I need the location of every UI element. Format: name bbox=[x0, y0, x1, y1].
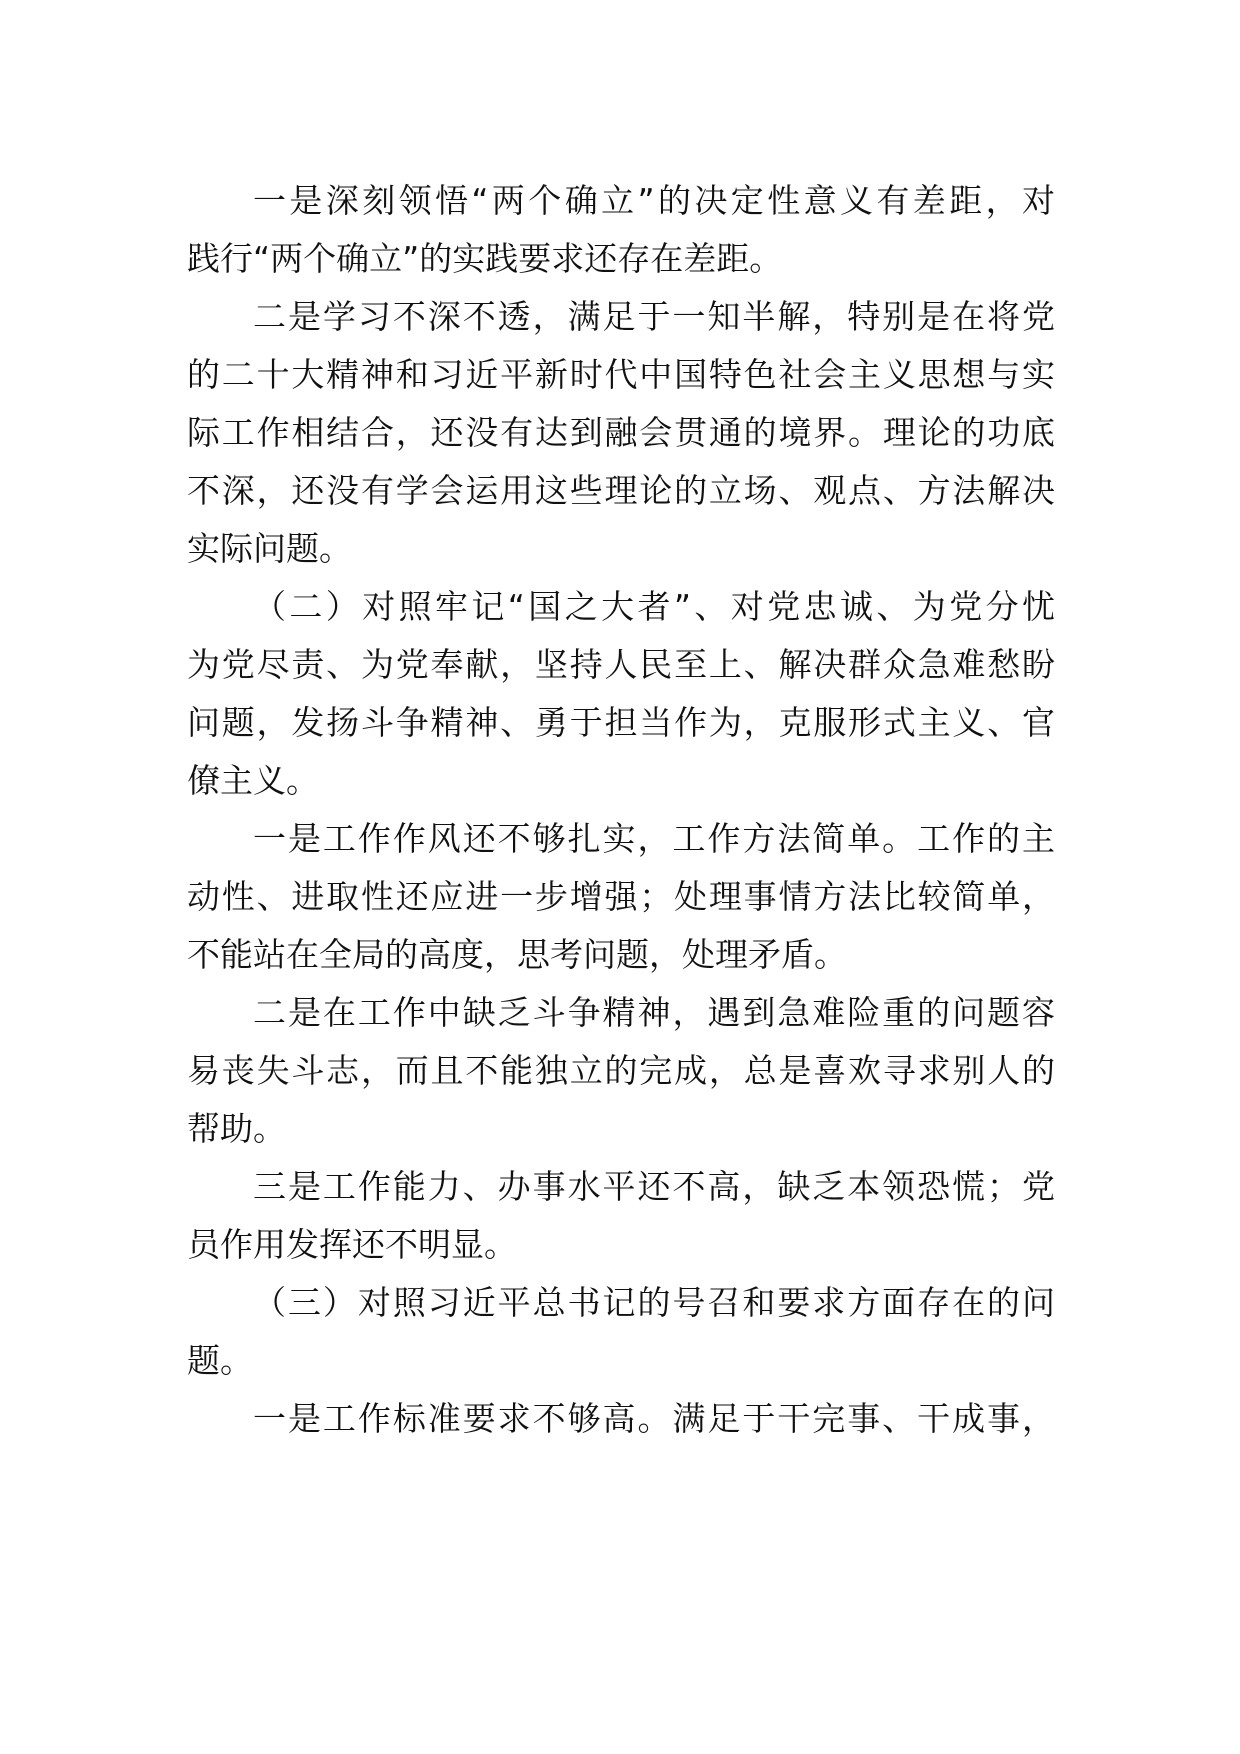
section-heading-line: 问题，发扬斗争精神、勇于担当作为，克服形式主义、官 bbox=[187, 703, 1055, 742]
paragraph-line: 的二十大精神和习近平新时代中国特色社会主义思想与实 bbox=[187, 355, 1055, 394]
section-heading-line: 为党尽责、为党奉献，坚持人民至上、解决群众急难愁盼 bbox=[187, 645, 1055, 684]
section-heading-line: （二）对照牢记“国之大者”、对党忠诚、为党分忧 bbox=[253, 587, 1055, 626]
paragraph-line: 不能站在全局的高度，思考问题，处理矛盾。 bbox=[187, 935, 847, 974]
paragraph-line: 不深，还没有学会运用这些理论的立场、观点、方法解决 bbox=[187, 471, 1055, 510]
section-heading-line: 僚主义。 bbox=[187, 761, 319, 800]
section-heading-line: （三）对照习近平总书记的号召和要求方面存在的问 bbox=[253, 1283, 1055, 1322]
paragraph-line: 一是深刻领悟“两个确立”的决定性意义有差距，对 bbox=[253, 181, 1055, 220]
paragraph-line: 三是工作能力、办事水平还不高，缺乏本领恐慌；党 bbox=[253, 1167, 1055, 1206]
paragraph-line: 一是工作标准要求不够高。满足于干完事、干成事， bbox=[253, 1399, 1055, 1438]
paragraph-line: 际工作相结合，还没有达到融会贯通的境界。理论的功底 bbox=[187, 413, 1055, 452]
paragraph-line: 一是工作作风还不够扎实，工作方法简单。工作的主 bbox=[253, 819, 1055, 858]
paragraph-line: 二是学习不深不透，满足于一知半解，特别是在将党 bbox=[253, 297, 1055, 336]
section-heading-line: 题。 bbox=[187, 1341, 253, 1380]
paragraph-line: 员作用发挥还不明显。 bbox=[187, 1225, 517, 1264]
paragraph-line: 帮助。 bbox=[187, 1109, 286, 1148]
paragraph-line: 动性、进取性还应进一步增强；处理事情方法比较简单， bbox=[187, 877, 1055, 916]
paragraph-line: 践行“两个确立”的实践要求还存在差距。 bbox=[187, 239, 783, 278]
paragraph-line: 易丧失斗志，而且不能独立的完成，总是喜欢寻求别人的 bbox=[187, 1051, 1055, 1090]
paragraph-line: 实际问题。 bbox=[187, 529, 352, 568]
paragraph-line: 二是在工作中缺乏斗争精神，遇到急难险重的问题容 bbox=[253, 993, 1055, 1032]
